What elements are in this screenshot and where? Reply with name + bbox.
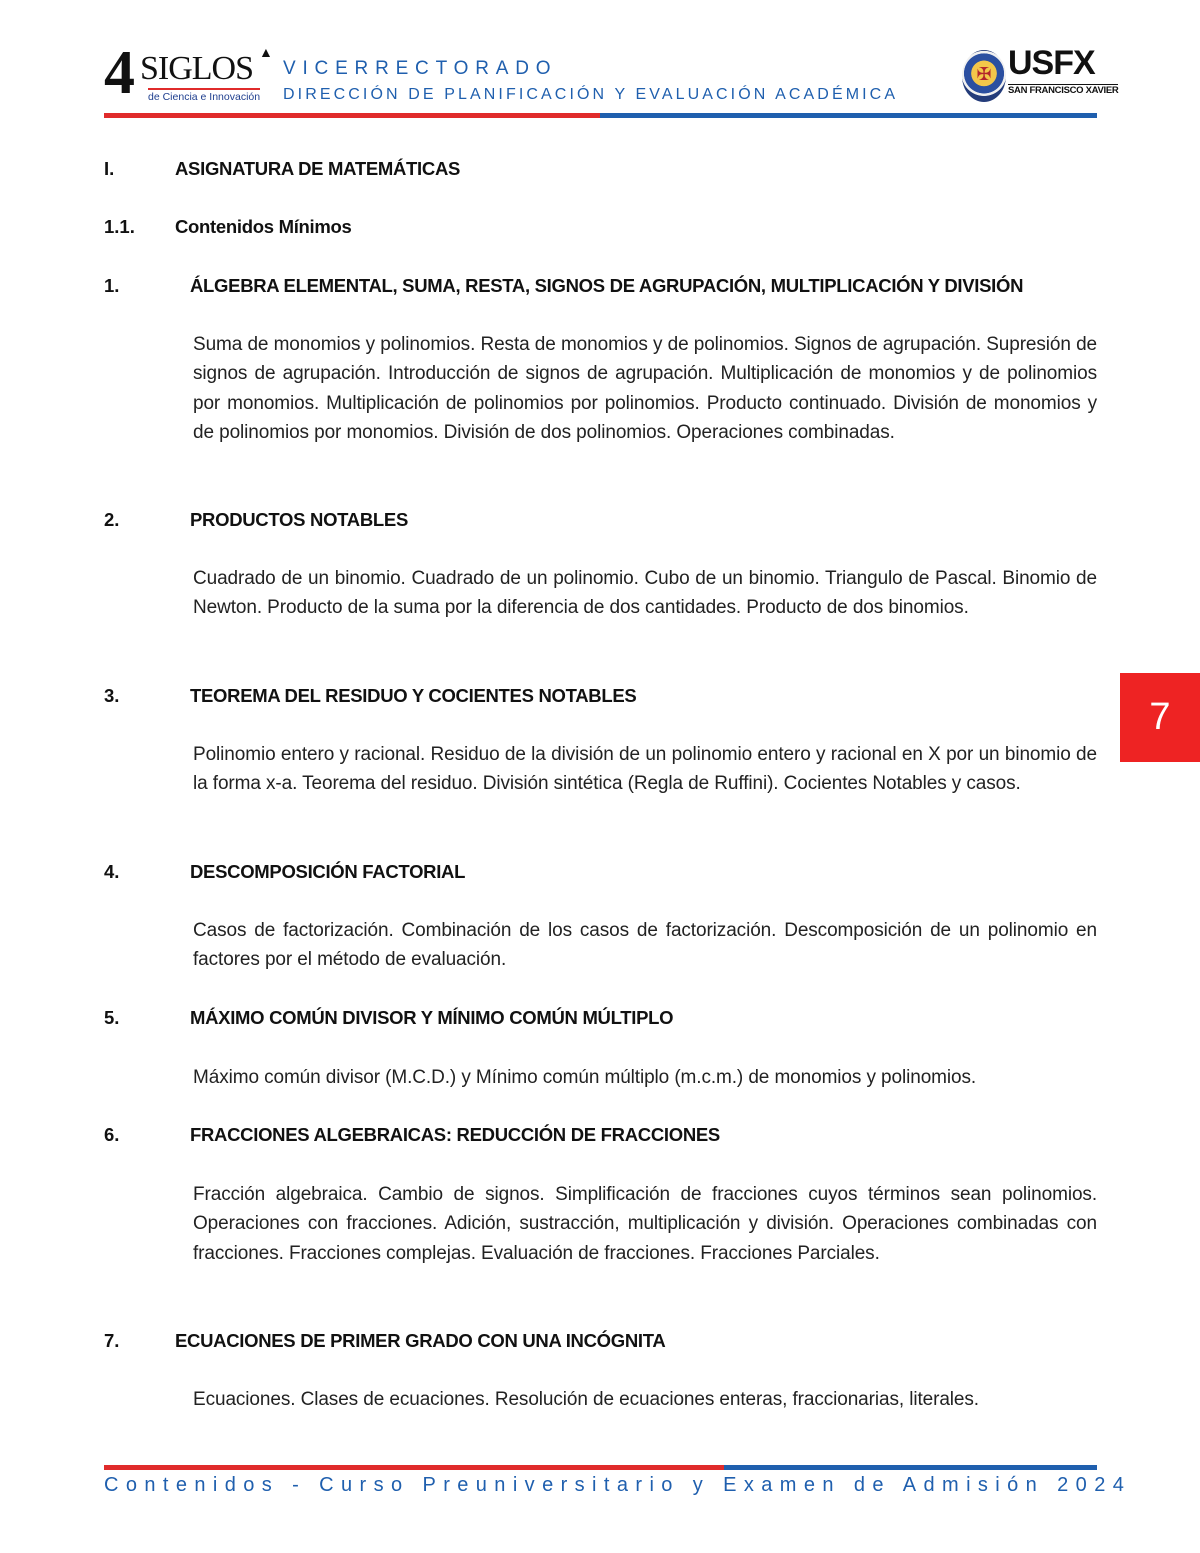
logo-tagline: de Ciencia e Innovación: [148, 88, 260, 103]
topic-description: Ecuaciones. Clases de ecuaciones. Resolución de ecuaciones enteras, fraccionarias, literales.: [193, 1389, 979, 1410]
topic-description: Casos de factorización. Combinación de los casos de factorización. Descomposición de un polinomio en factores por el método de evaluación.: [193, 920, 1097, 971]
topic-number: 5.: [104, 1007, 120, 1028]
usfx-acronym: USFX: [1008, 44, 1095, 82]
4siglos-logo: [104, 39, 274, 107]
topic-number: 6.: [104, 1124, 120, 1145]
topic-number: 7.: [104, 1330, 120, 1351]
topic-description: Polinomio entero y racional. Residuo de la división de un polinomio entero y racional en X por un binomio de la forma x-a. Teorema del residuo. División sintética (Regla de Ruffini). Cocientes Notables y casos.: [193, 744, 1097, 795]
topic-number: 4.: [104, 861, 120, 882]
usfx-name: SAN FRANCISCO XAVIER: [1008, 85, 1119, 96]
section-title: ASIGNATURA DE MATEMÁTICAS: [175, 158, 461, 179]
topic-description: Cuadrado de un binomio. Cuadrado de un polinomio. Cubo de un binomio. Triangulo de Pascal. Binomio de Newton. Producto de la suma por la diferencia de dos cantidades. Producto de dos binomios.: [193, 568, 1097, 619]
topic-number: 3.: [104, 685, 120, 706]
topic-title: FRACCIONES ALGEBRAICAS: REDUCCIÓN DE FRACCIONES: [190, 1124, 720, 1145]
topic-number: 2.: [104, 509, 120, 530]
page-number-tab: 7: [1120, 673, 1200, 762]
topic-description: Fracción algebraica. Cambio de signos. Simplificación de fracciones cuyos términos sean polinomios. Operaciones con fracciones. Adición, sustracción, multiplicación y división. Operaciones combinadas con fracciones. Fracciones complejas. Evaluación de fracciones. Fracciones Parciales.: [193, 1184, 1097, 1264]
footer-text: Contenidos - Curso Preuniversitario y Examen de Admisión 2024: [104, 1474, 1132, 1496]
topic-title: ÁLGEBRA ELEMENTAL, SUMA, RESTA, SIGNOS DE AGRUPACIÓN, MULTIPLICACIÓN Y DIVISIÓN: [190, 275, 1024, 296]
subsection-title: Contenidos Mínimos: [175, 216, 352, 237]
graduation-cap-icon: ▲: [259, 44, 273, 60]
topic-title: DESCOMPOSICIÓN FACTORIAL: [190, 861, 466, 882]
topic-title: PRODUCTOS NOTABLES: [190, 509, 408, 530]
topic-title: ECUACIONES DE PRIMER GRADO CON UNA INCÓGNITA: [175, 1330, 666, 1351]
header-rule-red: [104, 113, 600, 118]
footer-rule-red: [104, 1465, 724, 1470]
topic-number: 1.: [104, 275, 120, 296]
usfx-logo: [1008, 44, 1119, 106]
logo-number: 4: [104, 39, 135, 107]
header-title-vicerrectorado: VICERRECTORADO: [283, 58, 558, 79]
footer-rule-blue: [724, 1465, 1097, 1470]
logo-word: SIGLOS: [140, 50, 254, 87]
page-header: [0, 0, 1200, 120]
topic-title: TEOREMA DEL RESIDUO Y COCIENTES NOTABLES: [190, 685, 637, 706]
topic-description: Suma de monomios y polinomios. Resta de monomios y de polinomios. Signos de agrupación. Supresión de signos de agrupación. Introducción de signos de agrupación. Multiplicación de monomios y de polinomios por monomios. Multiplicación de polinomios por polinomios. Producto continuado. División de monomios y de polinomios por monomios. División de dos polinomios. Operaciones combinadas.: [193, 334, 1097, 443]
header-rule-blue: [600, 113, 1097, 118]
seal-emblem-icon: ✠: [976, 64, 992, 84]
subsection-number: 1.1.: [104, 216, 135, 237]
header-subtitle-direccion: DIRECCIÓN DE PLANIFICACIÓN Y EVALUACIÓN ACADÉMICA: [283, 86, 899, 103]
section-number: I.: [104, 158, 115, 179]
topic-description: Máximo común divisor (M.C.D.) y Mínimo común múltiplo (m.c.m.) de monomios y polinomios.: [193, 1067, 977, 1088]
topic-title: MÁXIMO COMÚN DIVISOR Y MÍNIMO COMÚN MÚLTIPLO: [190, 1007, 674, 1028]
university-seal-icon: [962, 50, 1006, 102]
